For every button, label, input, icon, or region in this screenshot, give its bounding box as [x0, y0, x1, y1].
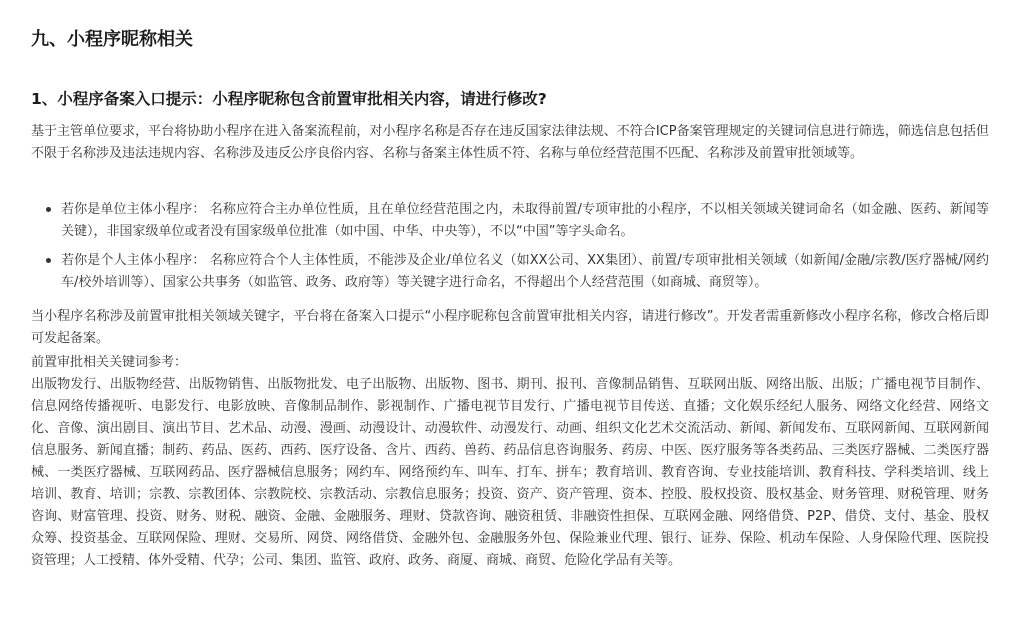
section-title: 九、小程序昵称相关 — [31, 29, 193, 50]
list-item — [31, 250, 989, 294]
after-paragraph: 当小程序名称涉及前置审批相关领域关键字，平台将在备案入口提示“小程序昵称包含前置审批相关内容，请进行修改”。开发者需重新修改小程序名称，修改合格后即可发起备案。 — [31, 309, 989, 346]
requirements-list — [31, 199, 989, 301]
list-item-text: 若你是单位主体小程序： 名称应符合主办单位性质，且在单位经营范围之内，未取得前置/专项审批的小程序，不以相关领域关键词命名（如金融、医药、新闻等关键），非国家级单位或者没有国家级单位批准（如中国、中华、中央等），不以“中国”等字头命名。 — [61, 202, 989, 239]
bullet-icon — [46, 207, 51, 212]
keywords-label: 前置审批相关关键词参考： — [31, 355, 188, 370]
list-item-text: 若你是个人主体小程序： 名称应符合个人主体性质，不能涉及企业/单位名义（如XX公司、XX集团）、前置/专项审批相关领域（如新闻/金融/宗教/医疗器械/网约车/校外培训等）、国家公共事务（如监管、政务、政府等）等关键字进行命名，不得超出个人经营范围（如商城、商贸等）。 — [61, 253, 989, 290]
intro-paragraph: 基于主管单位要求，平台将协助小程序在进入备案流程前，对小程序名称是否存在违反国家法律法规、不符合ICP备案管理规定的关键词信息进行筛选，筛选信息包括但不限于名称涉及违法违规内容、名称涉及违反公序良俗内容、名称与备案主体性质不符、名称与单位经营范围不匹配、名称涉及前置审批领域等。 — [31, 124, 989, 161]
bullet-icon — [46, 258, 51, 263]
keywords-text: 出版物发行、出版物经营、出版物销售、出版物批发、电子出版物、出版物、图书、期刊、报刊、音像制品销售、互联网出版、网络出版、出版；广播电视节目制作、信息网络传播视听、电影发行、电影放映、音像制品制作、影视制作、广播电视节目发行、广播电视节目传送、直播；文化娱乐经纪人服务、网络文化经营、网络文化、音像、演出剧目、演出节目、艺术品、动漫、漫画、动漫设计、动漫软件、动漫发行、动画、组织文化艺术交流活动、新闻、新闻发布、互联网新闻、互联网新闻信息服务、新闻直播；制药、药品、医药、西药、医疗设备、含片、西药、兽药、药品信息咨询服务、药房、中医、医疗服务等各类药品、三类医疗器械、二类医疗器械、一类医疗器械、互联网药品、医疗器械信息服务；网约车、网络预约车、叫车、打车、拼车；教育培训、教育咨询、专业技能培训、教育科技、学科类培训、线上培训、教育、培训；宗教、宗教团体、宗教院校、宗教活动、宗教信息服务；投资、资产、资产管理、资本、控股、股权投资、股权基金、财务管理、财税管理、财务咨询、财富管理、投资、财务、财税、融资、金融、金融服务、理财、贷款咨询、融资租赁、非融资性担保、互联网金融、网络借贷、P2P、借贷、支付、基金、股权众筹、投资基金、互联网保险、理财、交易所、网贷、网络借贷、金融外包、金融服务外包、保险兼业代理、银行、证券、保险、机动车保险、人身保险代理、医院投资管理；人工授精、体外受精、代孕；公司、集团、监管、政府、政务、商厦、商城、商贸、危险化学品有关等。 — [31, 377, 989, 568]
list-item — [31, 199, 989, 243]
subsection-title: 1、小程序备案入口提示：小程序昵称包含前置审批相关内容，请进行修改? — [31, 90, 547, 108]
